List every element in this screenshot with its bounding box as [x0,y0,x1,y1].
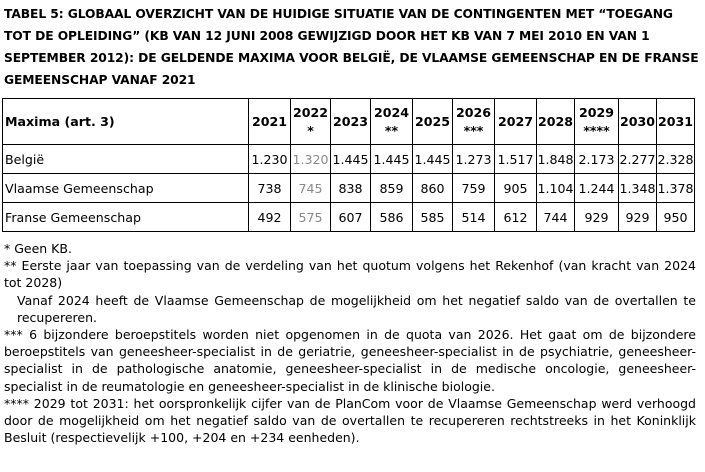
table-cell: 1.445 [413,145,453,174]
footnote-1: * Geen KB. [4,241,72,256]
table-cell: 859 [371,174,413,203]
table-cell: 1.104 [537,174,575,203]
year-header: 2023 [331,99,371,145]
table-cell: 586 [371,203,413,232]
row-label: Vlaamse Gemeenschap [3,174,249,203]
year-header: 2024 ** [371,99,413,145]
table-cell: 1.848 [537,145,575,174]
table-cell: 514 [453,203,495,232]
table-row-belgie [3,145,695,174]
table-cell: 950 [657,203,695,232]
table-cell: 2.328 [657,145,695,174]
year-header: 2022 * [291,99,331,145]
footnote-mark: * [307,122,314,138]
table-cell: 905 [495,174,537,203]
table-cell: 744 [537,203,575,232]
table-cell: 575 [291,203,331,232]
footnote-2: ** Eerste jaar van toepassing van de verdeling van het quotum volgens het Rekenhof (van kracht van 2024 tot 2028) [4,258,696,291]
table-cell: 1.273 [453,145,495,174]
year-header: 2030 [619,99,657,145]
contingent-table [2,98,695,232]
table-cell: 759 [453,174,495,203]
table-cell: 612 [495,203,537,232]
footnote-mark: ** [384,122,399,138]
table-row-vlaamse-gemeenschap [3,174,695,203]
table-cell: 738 [249,174,291,203]
year-header: 2027 [495,99,537,145]
row-label: België [3,145,249,174]
table-cell: 1.230 [249,145,291,174]
footnote-mark: **** [583,122,610,138]
table-cell: 860 [413,174,453,203]
header-label: Maxima (art. 3) [3,99,249,145]
footnote-mark: *** [463,122,484,138]
table-cell: 1.244 [575,174,619,203]
year-header: 2026 *** [453,99,495,145]
table-cell: 1.445 [371,145,413,174]
year-header: 2029 **** [575,99,619,145]
table-cell: 2.173 [575,145,619,174]
year-header: 2031 [657,99,695,145]
table-cell: 1.320 [291,145,331,174]
footnote-4: **** 2029 tot 2031: het oorspronkelijk cijfer van de PlanCom voor de Vlaamse Gemeenschap werd verhoogd door de mogelijkheid om het negatief saldo van de overtallen te recupereren rechtstreeks in het Koninklijk Besluit (respectievelijk +100, +204 en +234 eenheden). [4,395,696,446]
table-cell: 929 [575,203,619,232]
footnote-2-continued: Vanaf 2024 heeft de Vlaamse Gemeenschap de mogelijkheid om het negatief saldo van de overtallen te recupereren. [17,292,696,325]
table-cell: 607 [331,203,371,232]
header-row [3,99,695,145]
table-cell: 838 [331,174,371,203]
year-header: 2025 [413,99,453,145]
table-row-franse-gemeenschap [3,203,695,232]
row-label: Franse Gemeenschap [3,203,249,232]
table-cell: 492 [249,203,291,232]
table-cell: 929 [619,203,657,232]
table-cell: 2.277 [619,145,657,174]
table-cell: 1.445 [331,145,371,174]
footnote-3: *** 6 bijzondere beroepstitels worden niet opgenomen in de quota van 2026. Het gaat om de bijzondere beroepstitels van geneesheer-specialist in de geriatrie, geneesheer-specialist in de psychiatrie, geneesheer-specialist in de pathologische anatomie, geneesheer-specialist in de medische oncologie, geneesheer-specialist in de reumatologie en geneesheer-specialist in de klinische biologie. [4,327,696,394]
table-cell: 1.517 [495,145,537,174]
table-title: TABEL 5: GLOBAAL OVERZICHT VAN DE HUIDIGE SITUATIE VAN DE CONTINGENTEN MET “TOEGANG TOT DE OPLEIDING” (KB VAN 12 JUNI 2008 GEWIJZIGD DOOR HET KB VAN 7 MEI 2010 EN VAN 1 SEPTEMBER 2012): DE GELDENDE MAXIMA VOOR BELGIË, DE VLAAMSE GEMEENSCHAP EN DE FRANSE GEMEENSCHAP VANAF 2021 [4,7,699,87]
table-cell: 1.348 [619,174,657,203]
table-cell: 585 [413,203,453,232]
year-header: 2028 [537,99,575,145]
table-cell: 745 [291,174,331,203]
table-cell: 1.378 [657,174,695,203]
year-header: 2021 [249,99,291,145]
footnotes [4,240,696,446]
